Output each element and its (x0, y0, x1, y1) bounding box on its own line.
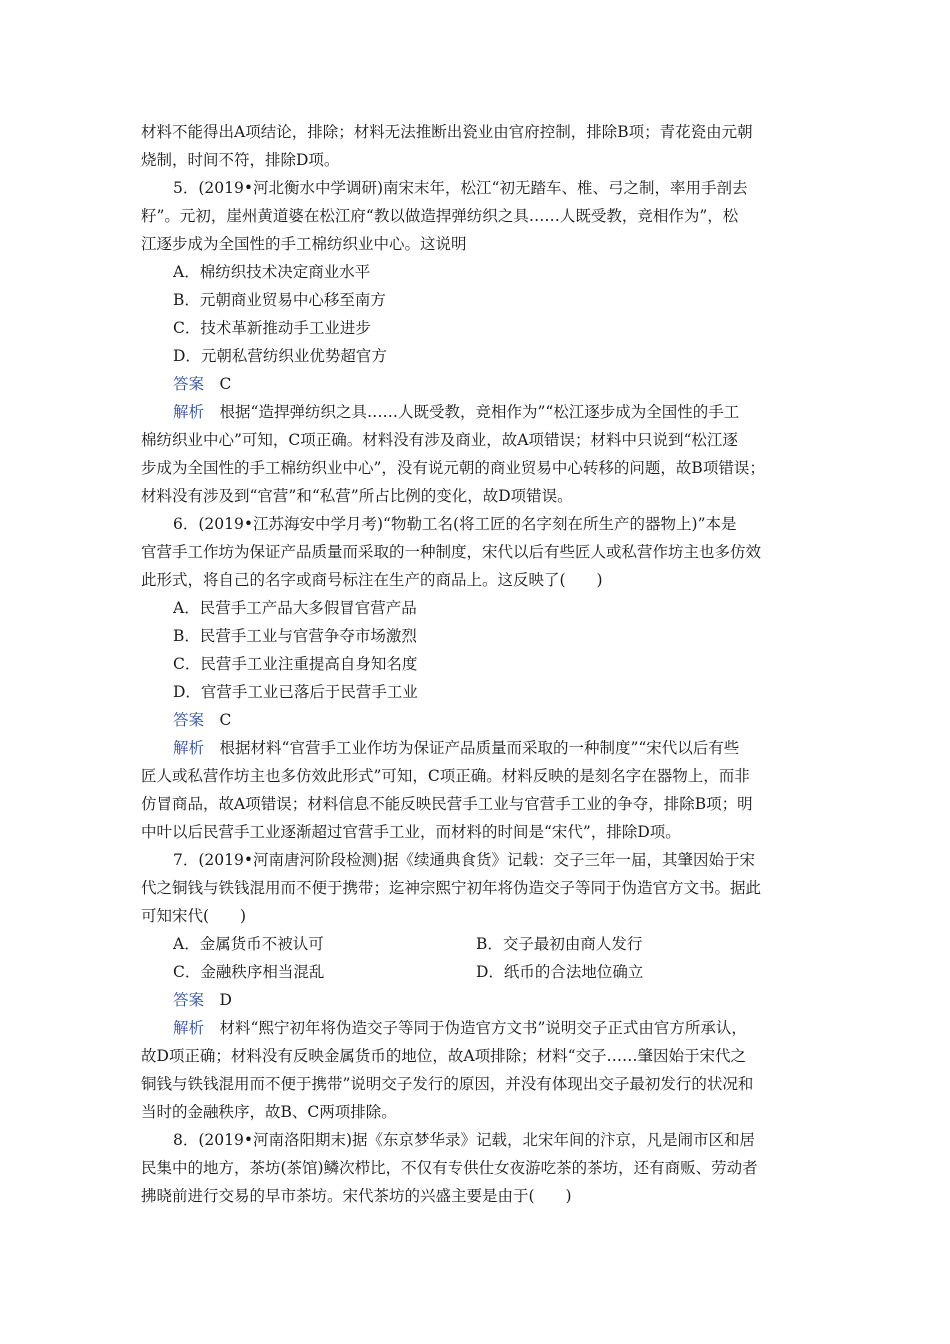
explanation-line (141, 734, 815, 762)
answer-value: D (219, 991, 232, 1009)
explanation-label: 解析 (173, 739, 205, 757)
explanation-text: 材料“熙宁初年将伪造交子等同于伪造官方文书”说明交子正式由官方所承认， (219, 1019, 747, 1037)
question-6-stem: 6．(2019•江苏海安中学月考)“物勒工名(将工匠的名字刻在所生产的器物上)”本是 (173, 515, 737, 533)
option-a: A．棉纺织技术决定商业水平 (173, 263, 371, 281)
explanation-text: 根据材料“官营手工业作坊为保证产品质量而采取的一种制度”“宋代以后有些 (219, 739, 740, 757)
text-line: 江逐步成为全国性的手工棉纺织业中心。这说明 (141, 235, 467, 253)
answer-label: 答案 (173, 375, 205, 393)
text-line: 此形式，将自己的名字或商号标注在生产的商品上。这反映了( ) (141, 571, 603, 589)
text-line: 匠人或私营作坊主也多仿效此形式”可知，C项正确。材料反映的是刻名字在器物上，而非 (141, 767, 750, 785)
option-b: B．元朝商业贸易中心移至南方 (173, 291, 386, 309)
text-line: 步成为全国性的手工棉纺织业中心”，没有说元朝的商业贸易中心转移的问题，故B项错误； (141, 459, 765, 477)
answer-value: C (219, 375, 232, 393)
option-row (141, 958, 815, 986)
document-page (141, 118, 815, 1210)
text-line: 材料不能得出A项结论，排除；材料无法推断出瓷业由官府控制，排除B项；青花瓷由元朝 (141, 123, 753, 141)
answer-label: 答案 (173, 991, 205, 1009)
explanation-text: 根据“造捍弹纺织之具……人既受教，竞相作为”“松江逐步成为全国性的手工 (219, 403, 740, 421)
text-line: 代之铜钱与铁钱混用而不便于携带；迄神宗熙宁初年将伪造交子等同于伪造官方文书。据此 (141, 879, 762, 897)
question-8-stem: 8．(2019•河南洛阳期末)据《东京梦华录》记载，北宋年间的汴京，凡是闹市区和居 (173, 1131, 756, 1149)
text-line: 当时的金融秩序，故B、C两项排除。 (141, 1103, 397, 1121)
option-d: D．官营手工业已落后于民营手工业 (173, 683, 418, 701)
text-line: 中叶以后民营手工业逐渐超过官营手工业，而材料的时间是“宋代”，排除D项。 (141, 823, 681, 841)
option-d: D．纸币的合法地位确立 (476, 963, 644, 981)
question-7-stem: 7．(2019•河南唐河阶段检测)据《续通典食货》记载：交子三年一届，其肇因始于宋 (173, 851, 756, 869)
text-line: 民集中的地方，茶坊(茶馆)鳞次栉比，不仅有专供仕女夜游吃茶的茶坊，还有商贩、劳动者 (141, 1159, 758, 1177)
option-b: B．交子最初由商人发行 (476, 935, 643, 953)
option-b: B．民营手工业与官营争夺市场激烈 (173, 627, 417, 645)
option-a: A．金属货币不被认可 (173, 935, 324, 953)
text-line: 仿冒商品，故A项错误；材料信息不能反映民营手工业与官营手工业的争夺，排除B项；明 (141, 795, 753, 813)
answer-line (141, 986, 815, 1014)
answer-value: C (219, 711, 232, 729)
option-c: C．技术革新推动手工业进步 (173, 319, 371, 337)
text-line: 拂晓前进行交易的早市茶坊。宋代茶坊的兴盛主要是由于( ) (141, 1187, 572, 1205)
answer-line (141, 706, 815, 734)
text-line: 故D项正确；材料没有反映金属货币的地位，故A项排除；材料“交子……肇因始于宋代之 (141, 1047, 747, 1065)
text-line: 材料没有涉及到“官营”和“私营”所占比例的变化，故D项错误。 (141, 487, 573, 505)
text-line: 官营手工作坊为保证产品质量而采取的一种制度，宋代以后有些匠人或私营作坊主也多仿效 (141, 543, 762, 561)
option-c: C．金融秩序相当混乱 (173, 963, 325, 981)
option-row (141, 930, 815, 958)
answer-label: 答案 (173, 711, 205, 729)
option-c: C．民营手工业注重提高自身知名度 (173, 655, 418, 673)
question-5-stem: 5．(2019•河北衡水中学调研)南宋末年，松江“初无踏车、椎、弓之制，率用手剖去 (173, 179, 748, 197)
explanation-label: 解析 (173, 1019, 205, 1037)
answer-line (141, 370, 815, 398)
option-a: A．民营手工产品大多假冒官营产品 (173, 599, 417, 617)
text-line: 棉纺织业中心”可知，C项正确。材料没有涉及商业，故A项错误；材料中只说到“松江逐 (141, 431, 738, 449)
option-d: D．元朝私营纺织业优势超官方 (173, 347, 387, 365)
explanation-label: 解析 (173, 403, 205, 421)
explanation-line (141, 1014, 815, 1042)
text-line: 可知宋代( ) (141, 907, 247, 925)
text-line: 铜钱与铁钱混用而不便于携带”说明交子发行的原因，并没有体现出交子最初发行的状况和 (141, 1075, 754, 1093)
text-line: 烧制，时间不符，排除D项。 (141, 151, 340, 169)
explanation-line (141, 398, 815, 426)
text-line: 籽”。元初，崖州黄道婆在松江府“教以做造捍弹纺织之具……人既受教，竞相作为”，松 (141, 207, 739, 225)
